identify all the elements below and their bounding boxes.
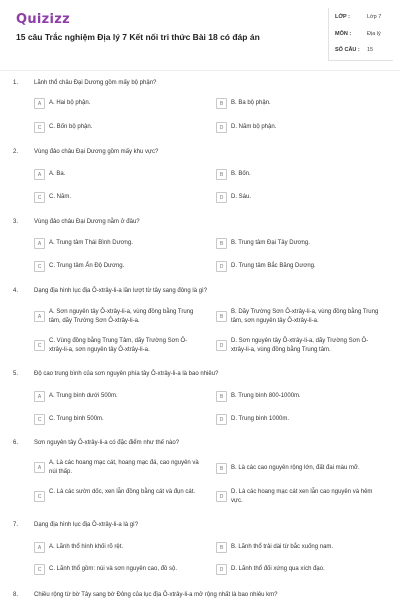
question-text: Vùng đảo châu Đại Dương gồm mấy khu vực?: [34, 149, 159, 155]
option-badge: A: [34, 391, 45, 402]
option-text: C. Vùng đồng bằng Trung Tâm, dãy Trường Sơn Ô-xtrây-li-a, sơn nguyên tây Ô-xtrây-li-a.: [49, 338, 188, 353]
option-badge: D: [216, 564, 227, 575]
option-text: A. Hai bộ phận.: [49, 100, 91, 106]
option-badge: A: [34, 238, 45, 249]
question-text: Sơn nguyên tây Ô-xtrây-li-a có đặc điểm như thế nào?: [34, 440, 180, 446]
question-number: 2.: [13, 149, 19, 155]
option-badge: B: [216, 542, 227, 553]
quizizz-logo: Quizizz: [16, 12, 71, 27]
meta-subject: [335, 31, 391, 43]
meta-count-label: SỐ CÂU :: [335, 47, 360, 53]
question-text: Vùng đảo châu Đại Dương nằm ở đâu?: [34, 219, 140, 225]
option-badge: D: [216, 122, 227, 133]
option-text: D. Sáu.: [231, 194, 252, 200]
option-badge: B: [216, 98, 227, 109]
option-badge: D: [216, 261, 227, 272]
meta-class-value: Lớp 7: [367, 14, 382, 20]
option-text: D. Lãnh thổ đối xứng qua xích đạo.: [231, 566, 325, 572]
option-badge: C: [34, 261, 45, 272]
option-text: B. Trung tâm Đại Tây Dương.: [231, 240, 310, 246]
meta-count: [335, 47, 391, 59]
option-text: A. Trung tâm Thái Bình Dương.: [49, 240, 133, 246]
option-badge: A: [34, 169, 45, 180]
option-text: C. Là các sườn dốc, xen lẫn đồng bằng cát và đụn cát.: [49, 489, 196, 495]
question-number: 1.: [13, 80, 19, 86]
option-text: C. Năm.: [49, 194, 72, 200]
option-text: B. Dãy Trường Sơn Ô-xtrây-li-a, vùng đồng bằng Trung tâm, sơn nguyên tây Ô-xtrây-li-a.: [231, 309, 379, 324]
meta-class: [335, 14, 391, 26]
option-text: A. Ba.: [49, 171, 66, 177]
option-badge: B: [216, 463, 227, 474]
option-text: A. Là các hoang mạc cát, hoang mạc đá, cao nguyên và núi thấp.: [49, 460, 199, 475]
option-badge: B: [216, 238, 227, 249]
option-badge: B: [216, 311, 227, 322]
meta-box: [328, 8, 393, 61]
option-badge: C: [34, 122, 45, 133]
option-badge: D: [216, 192, 227, 203]
option-text: C. Trung bình 500m.: [49, 416, 104, 422]
option-badge: C: [34, 192, 45, 203]
option-badge: C: [34, 491, 45, 502]
option-text: C. Trung tâm Ấn Độ Dương.: [49, 263, 125, 269]
option-text: A. Lãnh thổ hình khối rõ rệt.: [49, 544, 124, 550]
option-badge: B: [216, 169, 227, 180]
page-title: 15 câu Trắc nghiệm Địa lý 7 Kết nối tri thức Bài 18 có đáp án: [16, 32, 260, 42]
option-badge: C: [34, 414, 45, 425]
question-number: 6.: [13, 440, 19, 446]
header: [0, 0, 400, 70]
question-text: Chiều rộng từ bờ Tây sang bờ Đông của lục địa Ô-xtrây-li-a mở rộng nhất là bao nhiêu km?: [34, 592, 278, 598]
question-number: 3.: [13, 219, 19, 225]
option-text: D. Năm bộ phận.: [231, 124, 277, 130]
meta-count-value: 15: [367, 47, 374, 53]
option-text: B. Lãnh thổ trải dài từ bắc xuống nam.: [231, 544, 334, 550]
option-badge: D: [216, 491, 227, 502]
option-badge: C: [34, 564, 45, 575]
question-text: Dạng địa hình lục địa Ô-xtrây-li-a là gì?: [34, 522, 139, 528]
meta-class-label: LỚP :: [335, 14, 350, 20]
option-text: C. Bốn bộ phận.: [49, 124, 93, 130]
header-divider: [0, 70, 400, 71]
option-text: C. Lãnh thổ gồm: núi và sơn nguyên cao, đồ sộ.: [49, 566, 178, 572]
question-number: 8.: [13, 592, 19, 598]
question-number: 7.: [13, 522, 19, 528]
option-text: B. Trung bình 800-1000m.: [231, 393, 301, 399]
meta-subject-label: MÔN :: [335, 31, 352, 37]
option-badge: A: [34, 542, 45, 553]
question-number: 5.: [13, 371, 19, 377]
question-text: Dạng địa hình lục địa Ô-xtrây-li-a lần lượt từ tây sang đông là gì?: [34, 288, 208, 294]
option-text: B. Bốn.: [231, 171, 251, 177]
option-badge: D: [216, 340, 227, 351]
option-text: D. Là các hoang mạc cát xen lẫn cao nguyên và hẻm vực.: [231, 489, 373, 504]
question-text: Lãnh thổ châu Đại Dương gồm mấy bộ phận?: [34, 80, 157, 86]
option-badge: A: [34, 462, 45, 473]
question-text: Độ cao trung bình của sơn nguyên phía tây Ô-xtrây-li-a là bao nhiêu?: [34, 371, 219, 377]
option-text: D. Trung tâm Bắc Băng Dương.: [231, 263, 316, 269]
option-text: B. Là các cao nguyên rộng lớn, đất đai màu mỡ.: [231, 465, 360, 471]
option-badge: A: [34, 311, 45, 322]
option-badge: B: [216, 391, 227, 402]
option-text: D. Trung bình 1000m.: [231, 416, 290, 422]
question-number: 4.: [13, 288, 19, 294]
option-text: D. Sơn nguyên tây Ô-xtrây-li-a, dãy Trường Sơn Ô-xtrây-li-a, vùng đồng bằng Trung tâm.: [231, 338, 369, 353]
option-text: B. Ba bộ phận.: [231, 100, 271, 106]
option-text: A. Sơn nguyên tây Ô-xtrây-li-a, vùng đồng bằng Trung tâm, dãy Trường Sơn Ô-xtrây-li-a.: [49, 309, 194, 324]
option-text: A. Trung bình dưới 500m.: [49, 393, 118, 399]
meta-subject-value: Địa lý: [367, 31, 381, 37]
option-badge: A: [34, 98, 45, 109]
option-badge: C: [34, 340, 45, 351]
option-badge: D: [216, 414, 227, 425]
